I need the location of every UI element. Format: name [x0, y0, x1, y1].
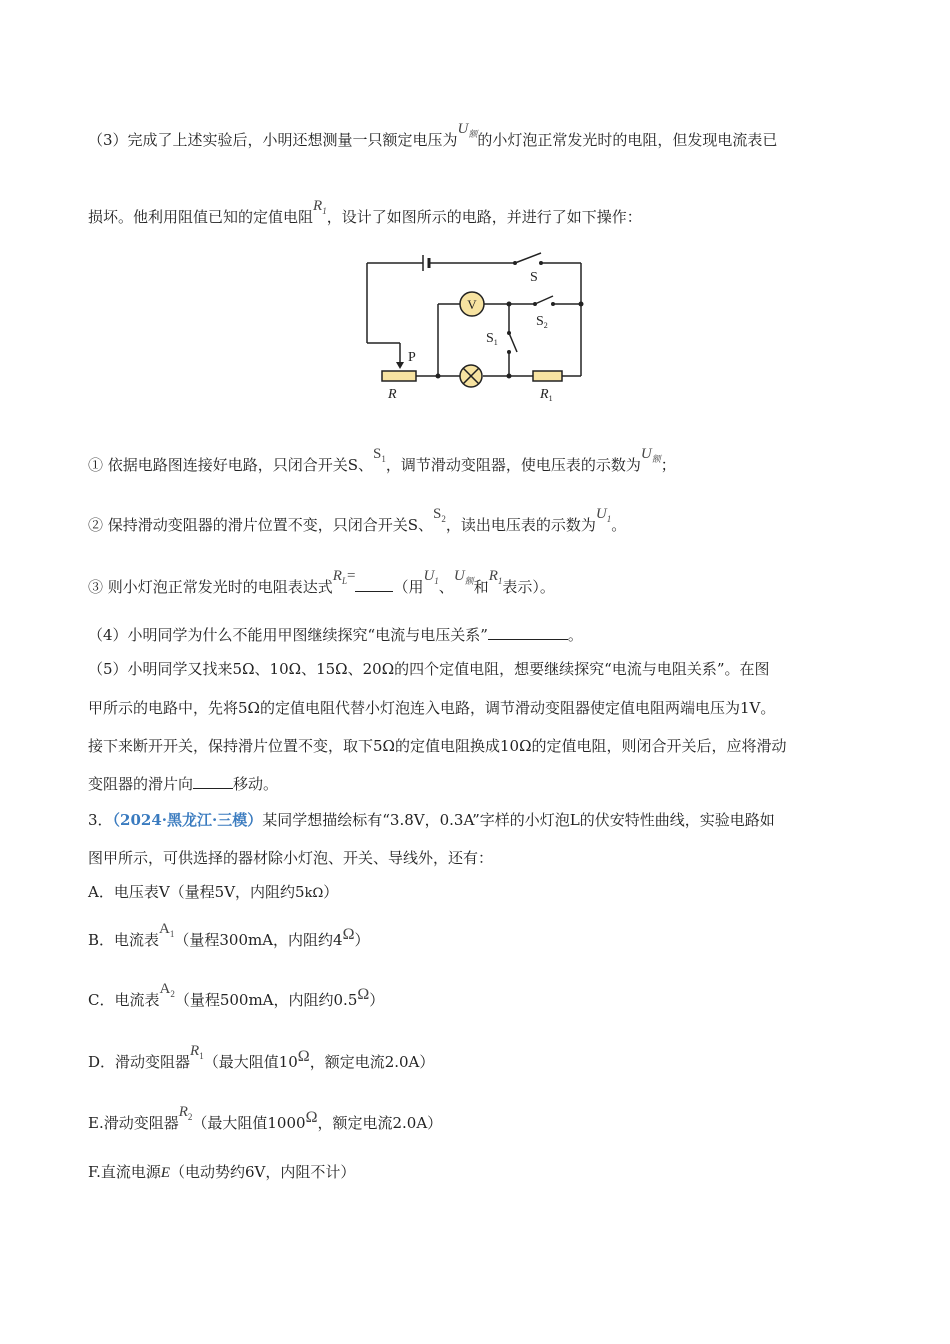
u-rated-symbol: $U_额$ [457, 121, 478, 139]
svg-text:V: V [467, 297, 477, 312]
option-c: C．电流表$A_2$（量程500mA，内阻约0.5Ω） [88, 981, 385, 1009]
problem-3-line2: 图甲所示，可供选择的器材除小灯泡、开关、导线外，还有： [88, 849, 494, 867]
step-2: ② 保持滑动变阻器的滑片位置不变，只闭合开关S、$S_2$，读出电压表的示数为$U_1$。 [88, 506, 627, 534]
resistor-r1 [533, 371, 562, 381]
answer-blank-rl[interactable] [355, 577, 393, 592]
option-b: B．电流表$A_1$（量程300mA，内阻约4Ω） [88, 921, 370, 949]
answer-blank-q5[interactable] [193, 774, 233, 789]
rheostat-r [382, 371, 416, 381]
source-tag: （2024·黑龙江·三模） [112, 811, 263, 829]
problem-3-line1: 3．（2024·黑龙江·三模）某同学想描绘标有“3.8V，0.3A”字样的小灯泡L的伏安特性曲线，实验电路如 [88, 811, 775, 829]
option-d: D．滑动变阻器$R_1$（最大阻值10Ω，额定电流2.0A） [88, 1043, 435, 1071]
circuit-diagram [355, 248, 605, 410]
voltmeter-icon [460, 292, 484, 316]
answer-blank-q4[interactable] [488, 625, 568, 640]
label-s2: $S_2$ [536, 314, 548, 330]
q5-line2: 甲所示的电路中，先将5Ω的定值电阻代替小灯泡连入电路，调节滑动变阻器使定值电阻两端电压为1V。 [88, 699, 776, 717]
q3-line2: 损坏。他利用阻值已知的定值电阻$R_1$，设计了如图所示的电路，并进行了如下操作： [88, 198, 642, 226]
q5-line3: 接下来断开开关，保持滑片位置不变，取下5Ω的定值电阻换成10Ω的定值电阻，则闭合开关后，应将滑动 [88, 737, 787, 755]
lamp-icon [460, 365, 482, 387]
q5-line1: （5）小明同学又找来5Ω、10Ω、15Ω、20Ω的四个定值电阻，想要继续探究“电流与电阻关系”。在图 [88, 660, 770, 678]
slider-arrow [396, 362, 404, 369]
option-e: E.滑动变阻器$R_2$（最大阻值1000Ω，额定电流2.0A） [88, 1104, 443, 1132]
q3-line1: （3）完成了上述实验后，小明还想测量一只额定电压为$U_额$的小灯泡正常发光时的电阻，但发现电流表已 [88, 121, 778, 149]
step-3: ③ 则小灯泡正常发光时的电阻表达式$R_L=$（用$U_1$、$U_额$和$R_1$表示）。 [88, 568, 555, 596]
step-1: ① 依据电路图连接好电路，只闭合开关S、$S_1$，调节滑动变阻器，使电压表的示数为$U_额$； [88, 446, 676, 474]
label-p: P [408, 350, 416, 365]
label-s: S [530, 270, 538, 285]
r1-symbol: $R_1$ [313, 198, 327, 216]
option-a: A．电压表V（量程5V，内阻约5kΩ） [88, 883, 339, 901]
label-s1: $S_1$ [486, 331, 498, 347]
q4-line: （4）小明同学为什么不能用甲图继续探究“电流与电压关系” 。 [88, 626, 583, 644]
label-r: R [388, 387, 397, 402]
q5-line4: 变阻器的滑片向 移动。 [88, 775, 279, 793]
label-r1: $R_1$ [540, 387, 553, 403]
option-f: F.直流电源E（电动势约6V，内阻不计） [88, 1163, 356, 1181]
